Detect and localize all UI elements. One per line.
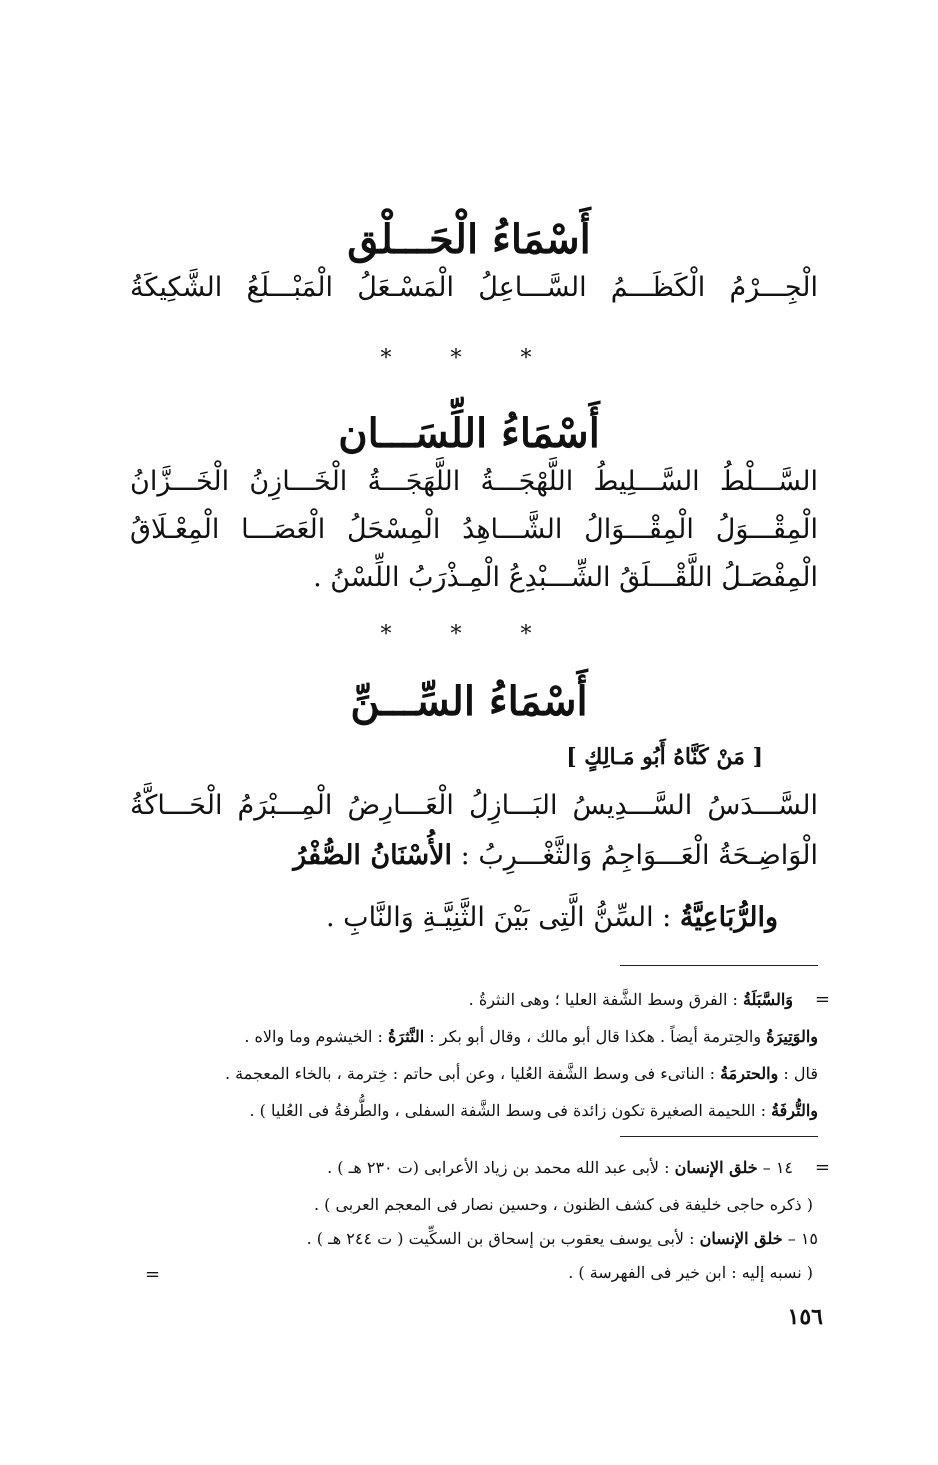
- footnote-a-line-2: [244, 1024, 818, 1050]
- heading-tongue-names: أَسْمَاءُ اللِّسَـــان: [338, 410, 600, 457]
- tooth-line-2-bold-term: الأُسْنَانُ الصُّفْرُ: [293, 840, 453, 871]
- footnote-b-line-2: ( ذكره حاجى خليفة فى كشف الظنون ، وحسين نصار فى المعجم العربى ) .: [313, 1195, 813, 1214]
- page-number: ١٥٦: [787, 1304, 823, 1330]
- kunya-note: [ مَنْ كَنَّاهُ أَبُو مَـالِكٍ ]: [566, 744, 763, 770]
- tooth-names-line-3: [130, 898, 778, 938]
- fn-term-hitrima: والحترمَةُ: [720, 1064, 779, 1083]
- fn-b1-text: : لأبى عبد الله محمد بن زياد الأعرابى (ت ٢٣٠ هـ ) .: [327, 1158, 675, 1177]
- tooth-names-line-2: [130, 836, 818, 876]
- footnote-a-line-1: [469, 987, 793, 1013]
- fn-a3-text-a: قال :: [778, 1064, 818, 1083]
- throat-names-line-1: الْجِـــرْمُ الْكَظَـــمُ السَّـــاعِلُ الْمَسْـعَلُ الْمَبْـــلَعُ الشَّكِيكَةُ: [130, 272, 818, 303]
- section-separator-2: * * *: [380, 622, 558, 647]
- tooth-line-2-text: الْوَاضِـحَةُ الْعَـــوَاجِمُ وَالثَّغْـــرِبُ :: [452, 840, 818, 871]
- fn-term-watira: والوَتِيرَةُ: [766, 1027, 818, 1046]
- footnote-b-line-4: ( نسبه إليه : ابن خير فى الفهرسة ) .: [568, 1263, 813, 1282]
- footnote-b-end-mark: =: [145, 1264, 161, 1285]
- footnote-b-continuation-mark: =: [814, 1157, 830, 1178]
- footnote-continuation-mark: =: [814, 989, 830, 1010]
- tongue-names-line-3: الْمِفْصَـلُ اللَّقْـــلَقُ الشِّـــبْدِعُ الْمِـذْرَبُ اللِّسْنُ .: [313, 562, 818, 593]
- fn-a2-text-a: والحِترمة أيضاً . هكذا قال أبو مالك ، وقال أبو بكر :: [424, 1027, 767, 1046]
- fn-a4-text: : اللحيمة الصغيرة تكون زائدة فى وسط الشَّفة السفلى ، والطُّرفةُ فى العُليا ) .: [249, 1101, 772, 1120]
- fn-a1-text: : الفرق وسط الشَّفة العليا ؛ وهى النثرةُ .: [468, 990, 743, 1009]
- fn-b1-number: ١٤ –: [757, 1158, 793, 1177]
- tooth-line-3-bold-term: والرُّبَاعِيَّةُ: [679, 902, 778, 933]
- tooth-names-line-1: السَّـــدَسُ السَّـــدِيسُ البَـــازِلُ الْعَـــارِضُ الْمِـــبْرَمُ الْحَـــاكَّةُ: [130, 790, 818, 821]
- fn-b3-text: : لأبى يوسف يعقوب بن إسحاق بن السكِّيت ( ت ٢٤٤ هـ ) .: [306, 1229, 700, 1248]
- fn-term-sabala: وَالسَّبَلَةُ: [742, 990, 793, 1009]
- tongue-names-line-1: السَّـــلْطُ السَّـــلِيطُ اللَّهْجَـــةُ اللَّهَجَـــةُ الْخَـــازِنُ الْخَـــزَّانُ: [130, 466, 818, 497]
- fn-term-turfa: والتُّرفَةُ: [771, 1101, 818, 1120]
- heading-tooth-names: أَسْمَاءُ السِّـــنِّ: [350, 678, 588, 725]
- fn-b1-book-title: خلق الإنسان: [674, 1158, 758, 1177]
- footnote-a-line-4: [249, 1098, 818, 1124]
- tooth-line-3-text: : السِّنُّ الَّتِى بَيْنَ الثَّنِيَّـةِ وَالنَّابِ .: [326, 902, 680, 933]
- fn-term-nathra: النَّثرَةُ: [388, 1027, 425, 1046]
- footnote-divider-1: [620, 965, 818, 966]
- footnote-a-line-3: [225, 1061, 818, 1087]
- fn-b3-number: ١٥ –: [782, 1229, 818, 1248]
- footnote-b-line-3: [307, 1226, 818, 1252]
- footnote-divider-2: [620, 1136, 818, 1137]
- footnote-b-line-1: [327, 1155, 793, 1181]
- fn-a3-text-b: : الناتىء فى وسط الشَّفة العُليا ، وعن أبى حاتم : خِترمة ، بالخاء المعجمة .: [224, 1064, 721, 1083]
- section-separator-1: * * *: [380, 346, 558, 371]
- tongue-names-line-2: الْمِقْـــوَلُ الْمِقْـــوَالُ الشَّـــاهِدُ الْمِسْحَلُ الْعَصَـــا الْمِعْـلَاقُ: [130, 514, 818, 545]
- fn-a2-text-b: : الخيشوم وما والاه .: [244, 1027, 389, 1046]
- fn-b3-book-title: خلق الإنسان: [699, 1229, 783, 1248]
- heading-throat-names: أَسْمَاءُ الْحَـــلْق: [347, 216, 591, 263]
